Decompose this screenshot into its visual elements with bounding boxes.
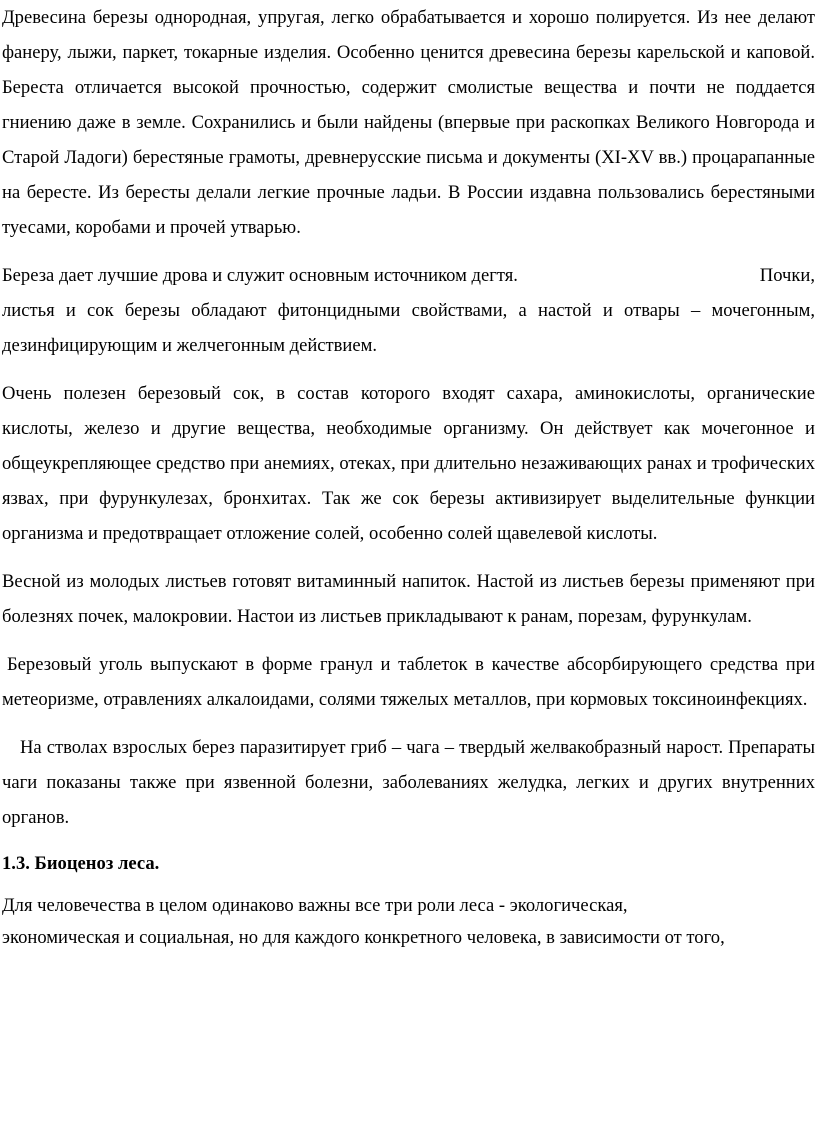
paragraph-birch-sap: Очень полезен березовый сок, в состав которого входят сахара, аминокислоты, органические кислоты, железо и другие вещества, необходимые организму. Он действует как мочегонное и общеукрепляющее средство при анемиях, отеках, при длительно незаживающих ранах и трофических язвах, при фурункулезах, бронхитах. Так же сок березы активизирует выделительные функции организма и предотвращает отложение солей, особенно солей щавелевой кислоты. xyxy=(2,383,815,544)
paragraph-birch-wood: Древесина березы однородная, упругая, легко обрабатывается и хорошо полируется. Из нее делают фанеру, лыжи, паркет, токарные изделия. Особенно ценится древесина березы карельской и каповой. Береста отличается высокой прочностью, содержит смолистые вещества и почти не поддается гниению даже в земле. Сохранились и были найдены (впервые при раскопках Великого Новгорода и Старой Ладоги) берестяные грамоты, древнерусские письма и документы (XI-XV вв.) процарапанные на бересте. Из бересты делали легкие прочные ладьи. В России издавна пользовались берестяными туесами, коробами и прочей утварью. xyxy=(2,7,815,238)
paragraph-chaga: На стволах взрослых берез паразитирует гриб – чага – твердый желвакобразный нарост. Препараты чаги показаны также при язвенной болезни, заболеваниях желудка, легких и других внутренних органов. xyxy=(2,737,815,828)
firewood-text: Береза дает лучшие дрова и служит основным источником дегтя. xyxy=(2,265,518,286)
paragraph-leaves-drink: Весной из молодых листьев готовят витаминный напиток. Настой из листьев березы применяют при болезнях почек, малокровии. Настои из листьев прикладывают к ранам, порезам, фурункулам. xyxy=(2,571,815,627)
paragraph-firewood-first-line xyxy=(2,258,815,293)
section-heading: 1.3. Биоценоз леса. xyxy=(2,853,160,874)
forest-roles-line-1: Для человечества в целом одинаково важны все три роли леса - экологическая, xyxy=(2,895,628,916)
forest-roles-line-2: экономическая и социальная, но для каждого конкретного человека, в зависимости от того, xyxy=(2,927,725,948)
paragraph-firewood-tar xyxy=(2,258,815,363)
paragraph-forest-roles xyxy=(2,890,815,954)
paragraph-birch-charcoal: Березовый уголь выпускают в форме гранул и таблеток в качестве абсорбирующего средства при метеоризме, отравлениях алкалоидами, солями тяжелых металлов, при кормовых токсиноинфекциях. xyxy=(2,654,815,710)
paragraph-firewood-rest: листья и сок березы обладают фитонцидными свойствами, а настой и отвары – мочегонным, дезинфицирующим и желчегонным действием. xyxy=(2,300,815,356)
buds-word: Почки, xyxy=(759,265,815,286)
